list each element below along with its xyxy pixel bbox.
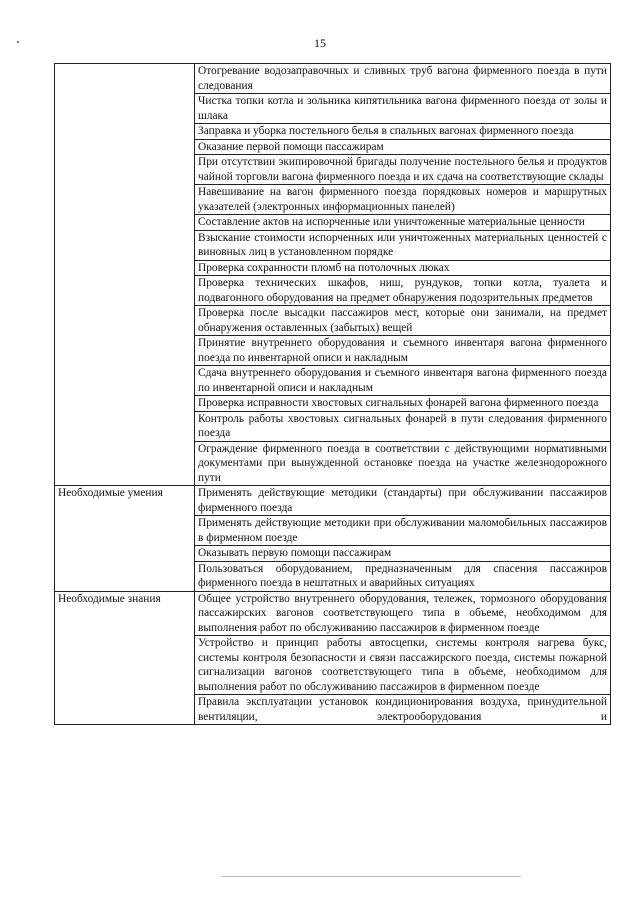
scan-speck <box>17 41 19 43</box>
row-text: Отогревание водозаправочных и сливных труб вагона фирменного поезда в пути следования <box>195 64 611 94</box>
row-text: Взыскание стоимости испорченных или уничтоженных материальных ценностей с виновных лиц в установленном порядке <box>195 230 611 260</box>
row-text: Составление актов на испорченные или уничтоженные материальные ценности <box>195 215 611 231</box>
row-text: Оказание первой помощи пассажирам <box>195 139 611 155</box>
row-text: Заправка и уборка постельного белья в спальных вагонах фирменного поезда <box>195 124 611 140</box>
row-text: При отсутствии экипировочной бригады получение постельного белья и продуктов чайной торговли вагона фирменного поезда и их сдача на соответствующие склады <box>195 155 611 185</box>
table-row <box>55 591 611 636</box>
table-row <box>55 64 611 94</box>
row-label <box>55 64 195 486</box>
table-row <box>55 486 611 516</box>
row-text: Навешивание на вагон фирменного поезда порядковых номеров и маршрутных указателей (электронных информационных панелей) <box>195 185 611 215</box>
row-text: Ограждение фирменного поезда в соответствии с действующими нормативными документами при вынужденной остановке поезда на участке железнодорожного пути <box>195 441 611 486</box>
page-number: 15 <box>314 36 326 50</box>
row-text: Чистка топки котла и зольника кипятильника вагона фирменного поезда от золы и шлака <box>195 94 611 124</box>
row-text: Применять действующие методики при обслуживании маломобильных пассажиров в фирменном поезде <box>195 516 611 546</box>
section-label-knowledge: Необходимые знания <box>55 591 195 725</box>
row-text: Проверка технических шкафов, ниш, рундуков, топки котла, туалета и подвагонного оборудования на предмет обнаружения подозрительных предметов <box>195 276 611 306</box>
row-text: Проверка после высадки пассажиров мест, которые они занимали, на предмет обнаружения оставленных (забытых) вещей <box>195 306 611 336</box>
row-text: Сдача внутреннего оборудования и съемного инвентаря вагона фирменного поезда по инвентарной описи и накладным <box>195 366 611 396</box>
row-text: Устройство и принцип работы автосцепки, системы контроля нагрева букс, системы контроля безопасности и связи пассажирского поезда, системы пожарной сигнализации вагонов соответствующего типа в объеме, необходимом для выполнения работ по обслуживанию пассажиров в фирменном поезде <box>195 636 611 695</box>
row-text: Контроль работы хвостовых сигнальных фонарей в пути следования фирменного поезда <box>195 411 611 441</box>
page-edge-line <box>221 876 521 877</box>
row-text: Применять действующие методики (стандарты) при обслуживании пассажиров фирменного поезда <box>195 486 611 516</box>
row-text: Пользоваться оборудованием, предназначенным для спасения пассажиров фирменного поезда в нештатных и аварийных ситуациях <box>195 561 611 591</box>
row-text: Проверка сохранности пломб на потолочных люках <box>195 260 611 276</box>
row-text: Проверка исправности хвостовых сигнальных фонарей вагона фирменного поезда <box>195 396 611 412</box>
row-text: Общее устройство внутреннего оборудования, тележек, тормозного оборудования пассажирских вагонов соответствующего типа в объеме, необходимом для выполнения работ по обслуживанию пассажиров в фирменном поезде <box>195 591 611 636</box>
row-text: Правила эксплуатации установок кондиционирования воздуха, принудительной вентиляции, электрооборудования и <box>195 695 611 725</box>
competency-table <box>54 63 611 725</box>
row-text: Принятие внутреннего оборудования и съемного инвентаря вагона фирменного поезда по инвентарной описи и накладным <box>195 336 611 366</box>
row-text: Оказывать первую помощи пассажирам <box>195 546 611 562</box>
section-label-skills: Необходимые умения <box>55 486 195 592</box>
